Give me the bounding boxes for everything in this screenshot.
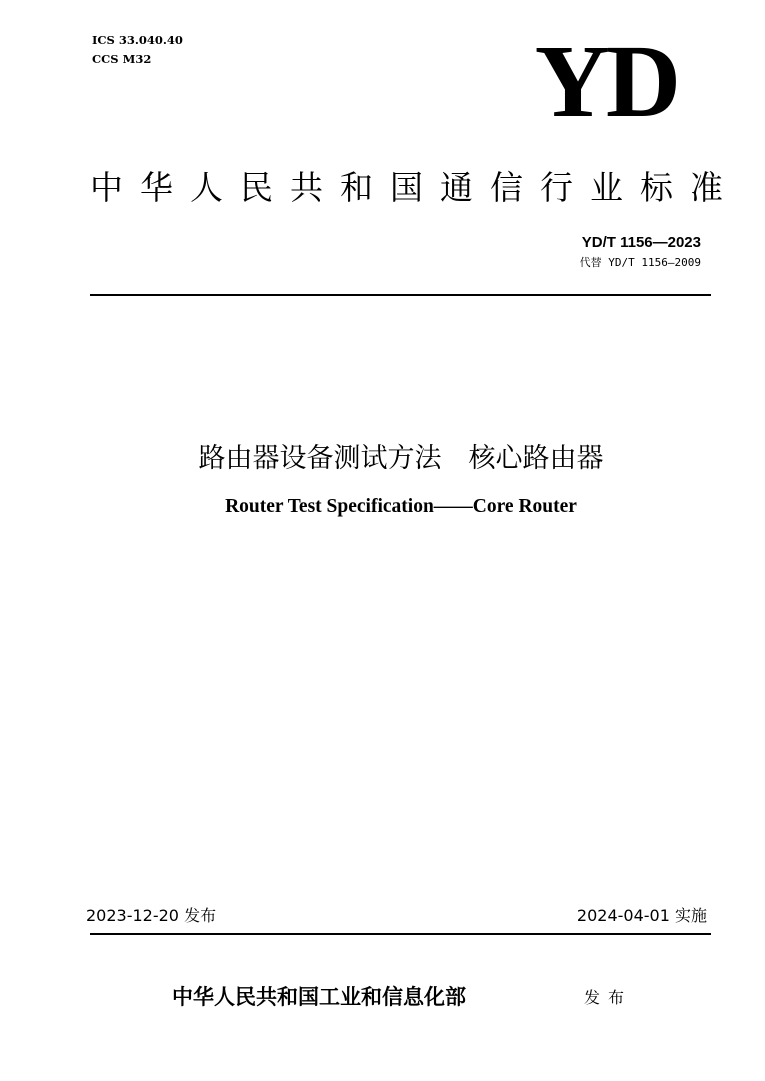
bottom-divider [90,933,711,935]
implementation-date: 2024-04-01 实施 [576,906,707,925]
top-divider [90,294,711,296]
issued-label: 发布 [584,988,633,1007]
document-title-english: Router Test Specification——Core Router [225,496,577,517]
classification-codes [92,31,183,69]
issuing-ministry: 中华人民共和国工业和信息化部 [172,984,466,1009]
document-title-chinese: 路由器设备测试方法 核心路由器 [198,443,604,474]
issue-date: 2023-12-20 发布 [86,906,217,925]
ccs-code: CCS M32 [92,52,152,66]
standard-category-heading: 中华人民共和国通信行业标准 [90,168,740,207]
yd-logo: YD [534,24,677,139]
ics-code: ICS 33.040.40 [92,33,183,47]
standard-number: YD/T 1156—2023 [581,234,701,251]
replaced-standard: 代替 YD/T 1156—2009 [579,256,701,269]
